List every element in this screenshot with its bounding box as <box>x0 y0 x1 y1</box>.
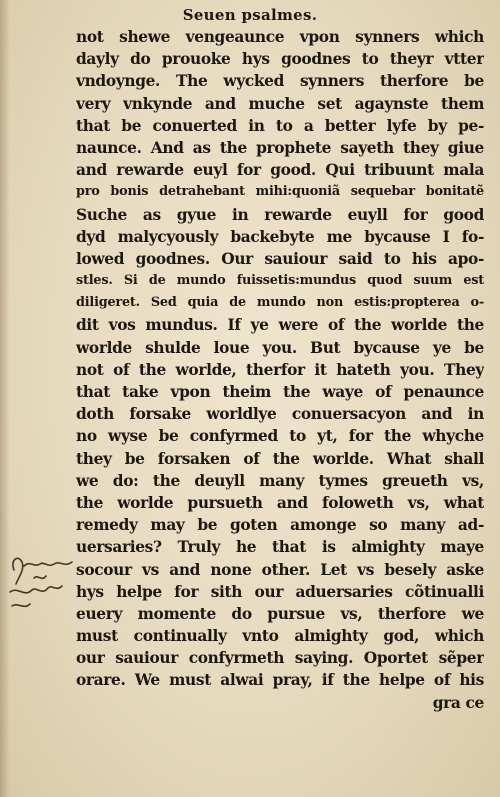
text-line: very vnkynde and muche set agaynste them <box>76 94 484 113</box>
text-line: our sauiour confyrmeth saying. Oportet sẽper <box>76 649 484 668</box>
text-line: doth forsake worldlye conuersacyon and in <box>76 405 484 424</box>
text-line: dyd malycyously backebyte me bycause I fo- <box>76 227 484 246</box>
text-line: socour vs and none other. Let vs besely aske <box>76 560 484 579</box>
text-line: must continually vnto almighty god, which <box>76 627 484 646</box>
text-line: they be forsaken of the worlde. What shall <box>76 449 484 468</box>
handwriting-scribble <box>4 548 76 618</box>
text-line: the worlde pursueth and foloweth vs, what <box>76 493 484 512</box>
text-line: uersaries? Truly he that is almighty maye <box>76 538 484 557</box>
text-line: hys helpe for sith our aduersaries cõtinualli <box>76 582 484 601</box>
text-line: euery momente do pursue vs, therfore we <box>76 604 484 623</box>
text-line: vndoynge. The wycked synners therfore be <box>76 72 484 91</box>
running-head: Seuen psalmes. <box>182 6 318 24</box>
text-line: lowed goodnes. Our sauiour said to his apo- <box>76 249 484 268</box>
latin-line: diligeret. Sed quia de mundo non estis:propterea o- <box>76 295 484 311</box>
text-line: and rewarde euyl for good. Qui tribuunt mala <box>76 161 484 180</box>
text-line: remedy may be goten amonge so many ad- <box>76 516 484 535</box>
text-line: not shewe vengeaunce vpon synners which <box>76 28 484 46</box>
text-block <box>76 26 484 714</box>
catchword: gra ce <box>432 693 484 712</box>
text-line: orare. We must alwai pray, if the helpe of his <box>76 671 484 690</box>
latin-line: stles. Si de mundo fuissetis:mundus quod suum est <box>76 273 484 289</box>
text-line: we do: the deuyll many tymes greueth vs, <box>76 471 484 490</box>
text-line: worlde shulde loue you. But bycause ye be <box>76 338 484 357</box>
text-line: not of the worlde, therfor it hateth you. They <box>76 360 484 379</box>
text-line: Suche as gyue in rewarde euyll for good <box>76 205 484 224</box>
text-line: that take vpon theim the waye of penaunce <box>76 383 484 401</box>
handwritten-marginalia <box>4 548 76 618</box>
text-line: that be conuerted in to a better lyfe by pe- <box>76 116 484 135</box>
text-line: naunce. And as the prophete sayeth they giue <box>76 138 484 157</box>
text-line: dayly do prouoke hys goodnes to theyr vtter <box>76 50 484 69</box>
latin-line: pro bonis detrahebant mihi:quoniã sequebar bonitatẽ <box>76 184 484 200</box>
gutter-shadow <box>0 0 10 797</box>
text-line: dit vos mundus. If ye were of the worlde the <box>76 316 484 335</box>
text-line: no wyse be confyrmed to yt, for the whyche <box>76 427 484 446</box>
